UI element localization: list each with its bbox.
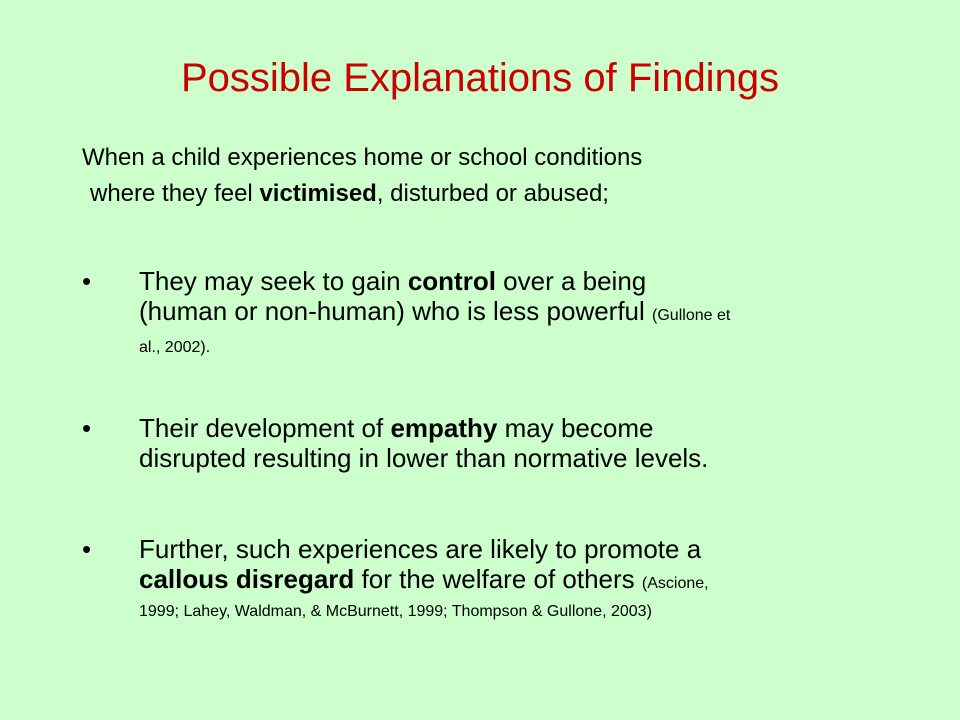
bullet-line: disrupted resulting in lower than normative levels. <box>139 443 709 473</box>
bullet-text-pre: Their development of <box>139 413 391 443</box>
bullet-text-post: over a being <box>495 266 647 296</box>
bullet-text-line2: (human or non-human) who is less powerful <box>139 296 653 326</box>
bullet-line <box>139 266 899 296</box>
bullet-keyword-empathy: empathy <box>390 413 498 443</box>
bullet-marker: • <box>82 413 92 443</box>
bullet-text-post: for the welfare of others <box>354 564 642 594</box>
intro-keyword-victimised: victimised <box>259 180 377 207</box>
slide-title: Possible Explanations of Findings <box>180 56 780 100</box>
citation-line: al., 2002). <box>139 339 211 356</box>
bullet-keyword-callous-disregard: callous disregard <box>139 564 355 594</box>
bullet-marker: • <box>82 534 92 564</box>
intro-line-2-post: , disturbed or abused; <box>376 180 609 207</box>
bullet-text <box>139 534 899 625</box>
citation-text: (Gullone et <box>652 307 731 324</box>
intro-paragraph <box>82 140 912 212</box>
bullet-line: Further, such experiences are likely to promote a <box>139 534 702 564</box>
bullet-keyword-control: control <box>407 266 496 296</box>
intro-line-2 <box>82 176 912 212</box>
intro-line-2-pre: where they feel <box>90 180 260 207</box>
citation-text: (Ascione, <box>641 575 709 592</box>
bullet-text <box>139 413 899 473</box>
bullet-text-post: may become <box>497 413 654 443</box>
bullet-line <box>139 296 899 331</box>
bullet-line <box>139 564 899 599</box>
bullet-marker: • <box>82 266 92 296</box>
bullet-text <box>139 266 899 365</box>
citation-line: 1999; Lahey, Waldman, & McBurnett, 1999; Thompson & Gullone, 2003) <box>139 603 652 620</box>
bullet-line <box>139 413 899 443</box>
bullet-text-pre: They may seek to gain <box>139 266 408 296</box>
intro-line-1: When a child experiences home or school conditions <box>82 144 643 171</box>
